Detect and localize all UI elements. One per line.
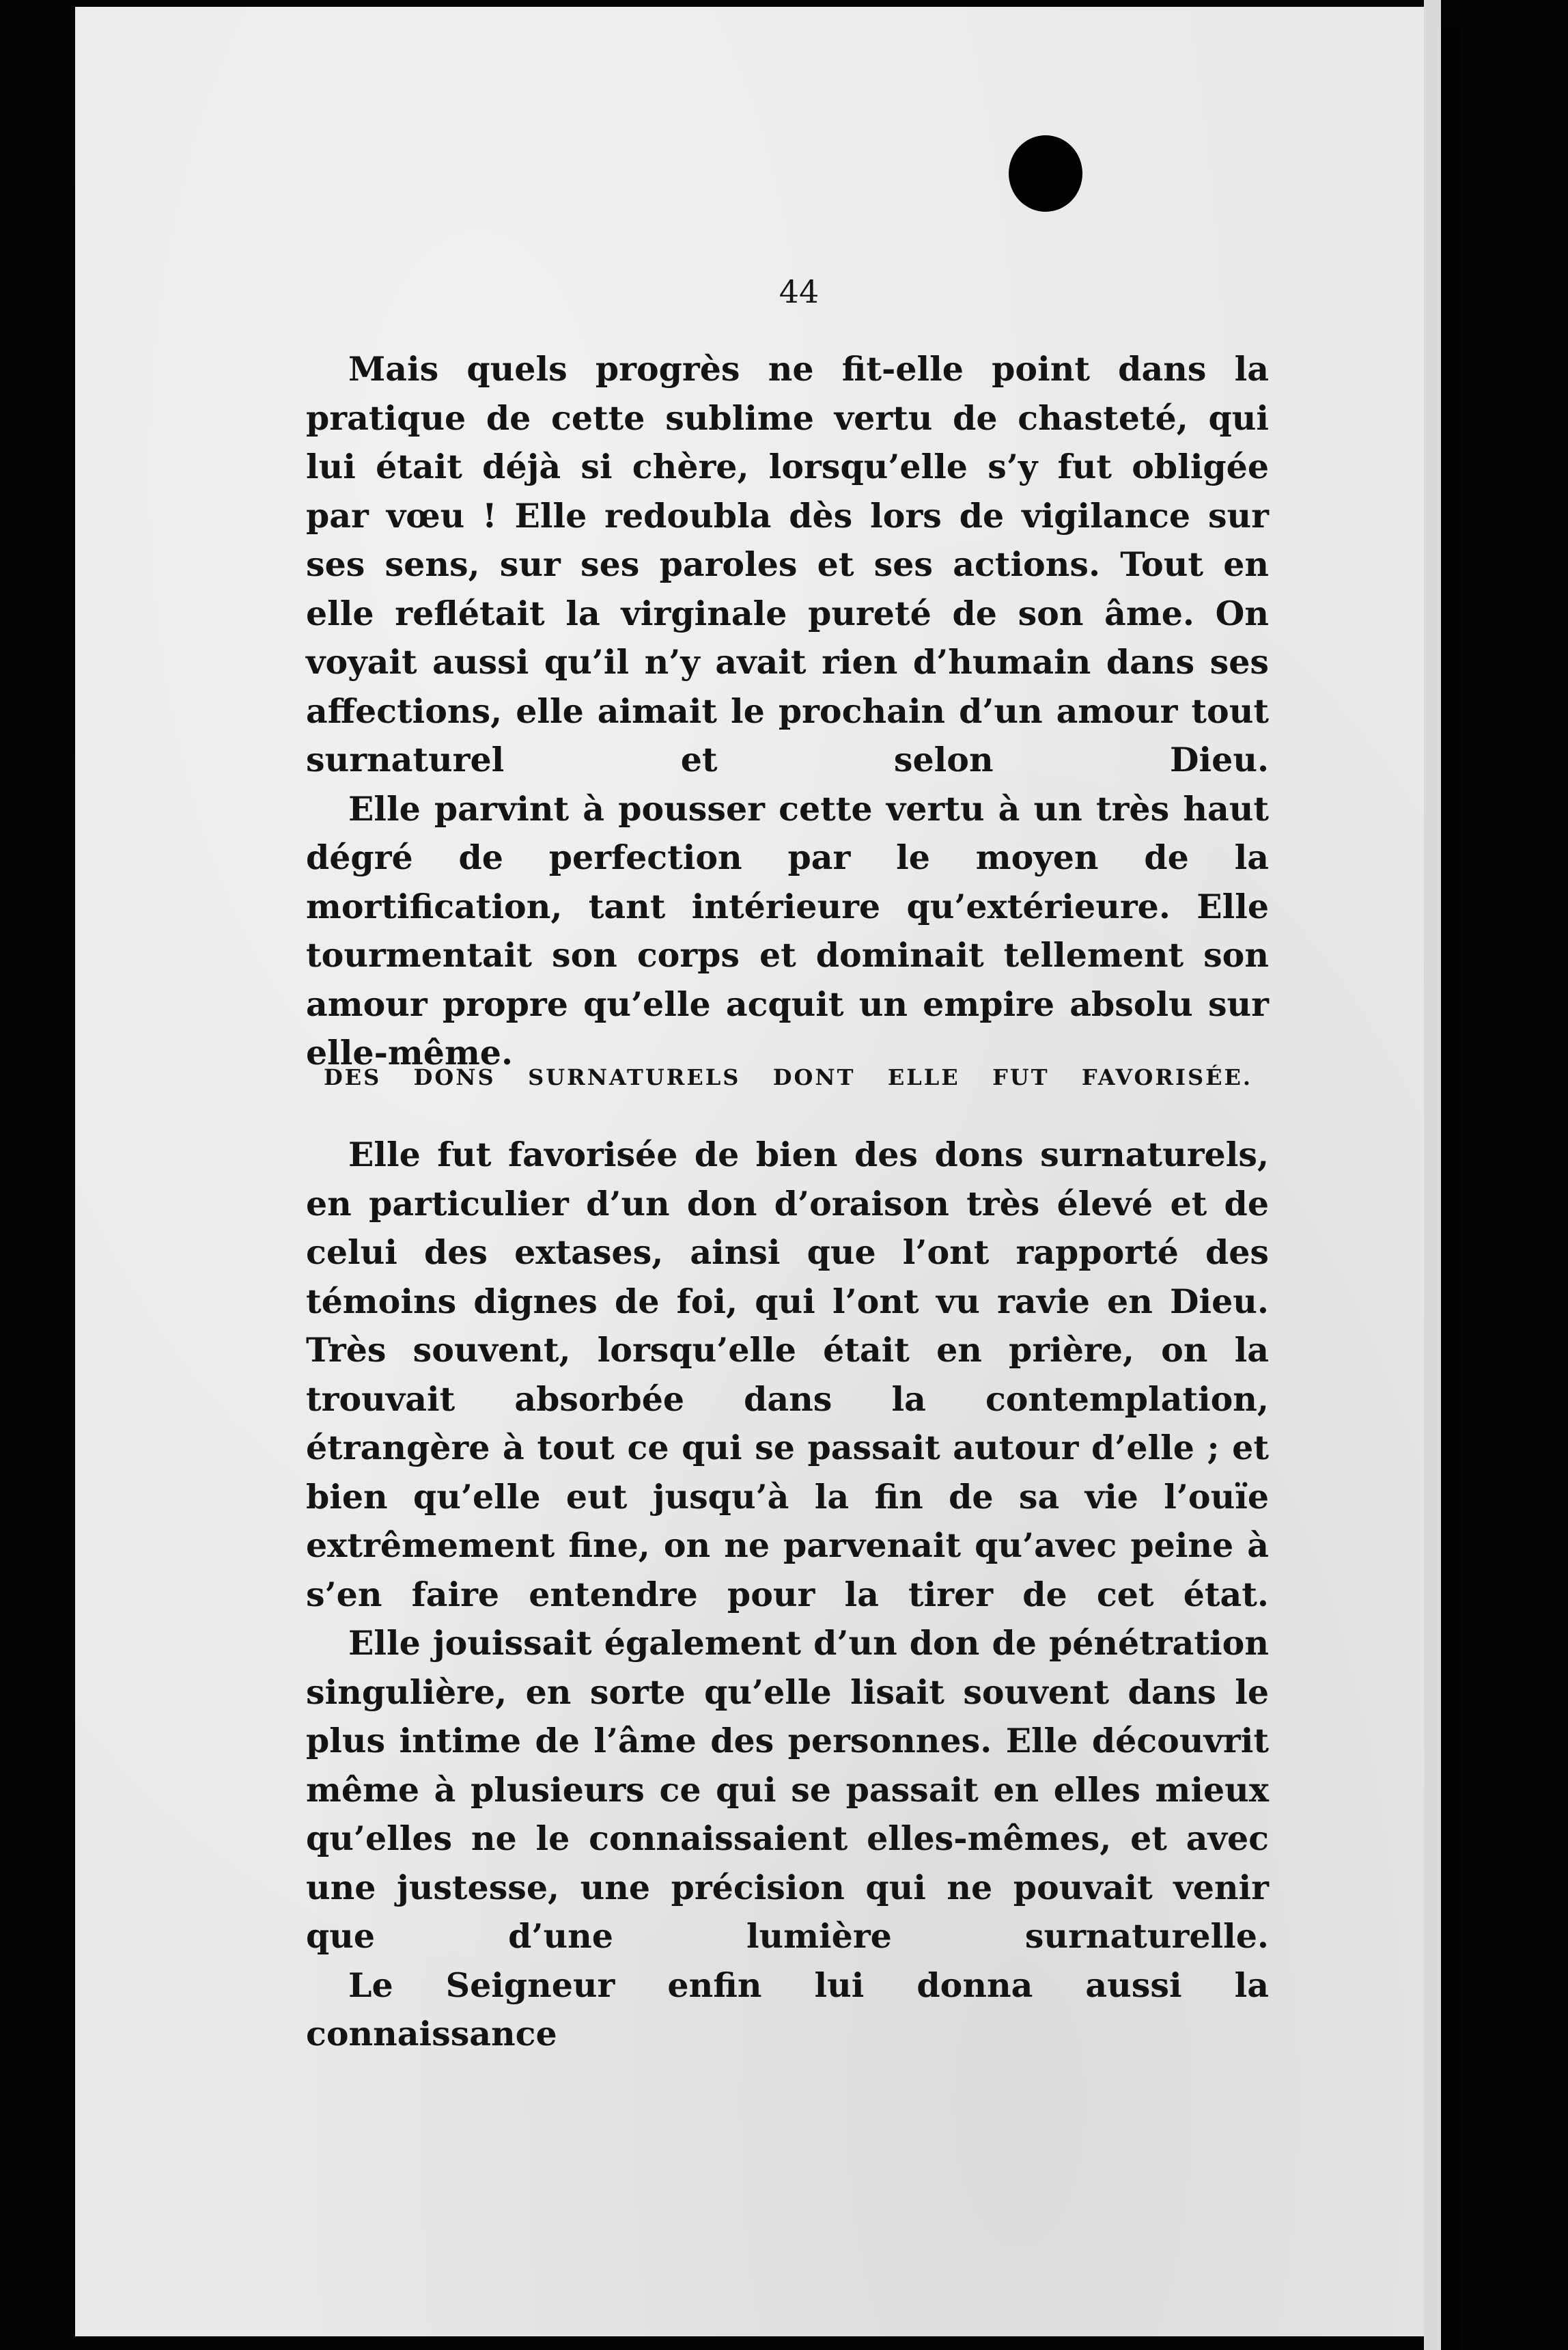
paragraph-penetration: Elle jouissait également d’un don de pénétration singulière, en sorte qu’elle lisait souvent dans le plus intime de l’âme des personnes. Elle découvrit même à plusieurs ce qui se passait en elles mieux qu’elles ne le connaissaient elles-mêmes, et avec une justesse, une précision qui ne pouvait venir que d’une lumière surnaturelle. bbox=[306, 1623, 1269, 1956]
page-edge bbox=[1424, 0, 1441, 2350]
body-text-top bbox=[306, 345, 1269, 1078]
paragraph-mortification: Elle parvint à pousser cette vertu à un très haut dégré de perfection par le moyen de la mortification, tant intérieure qu’extérieure. Elle tourmentait son corps et dominait tellement son amour propre qu’elle acquit un empire absolu sur elle-même. bbox=[306, 788, 1269, 1073]
paragraph-gifts: Elle fut favorisée de bien des dons surnaturels, en particulier d’un don d’oraison très élevé et de celui des extases, ainsi que l’ont rapporté des témoins dignes de foi, qui l’ont vu ravie en Dieu. Très souvent, lorsqu’elle était en prière, on la trouvait absorbée dans la contemplation, étrangère à tout ce qui se passait autour d’elle ; et bien qu’elle eut jusqu’à la fin de sa vie l’ouïe extrêmement fine, on ne parvenait qu’avec peine à s’en faire entendre pour la tirer de cet état. bbox=[306, 1135, 1269, 1614]
paragraph-chastity: Mais quels progrès ne fit-elle point dans la pratique de cette sublime vertu de chasteté, qui lui était déjà si chère, lorsqu’elle s’y fut obligée par vœu ! Elle redoubla dès lors de vigilance sur ses sens, sur ses paroles et ses actions. Tout en elle reflétait la virginale pureté de son âme. On voyait aussi qu’il n’y avait rien d’humain dans ses affections, elle aimait le prochain d’un amour tout surnaturel et selon Dieu. bbox=[306, 349, 1269, 779]
paragraph-knowledge: Le Seigneur enfin lui donna aussi la connaissance bbox=[306, 1965, 1269, 2054]
section-heading: DES DONS SURNATURELS DONT ELLE FUT FAVORISÉE. bbox=[324, 1064, 1252, 1090]
body-text-bottom bbox=[306, 1131, 1269, 2059]
scan-border bbox=[1441, 27, 1460, 2350]
punch-hole bbox=[1009, 135, 1082, 212]
page-number: 44 bbox=[779, 273, 820, 310]
